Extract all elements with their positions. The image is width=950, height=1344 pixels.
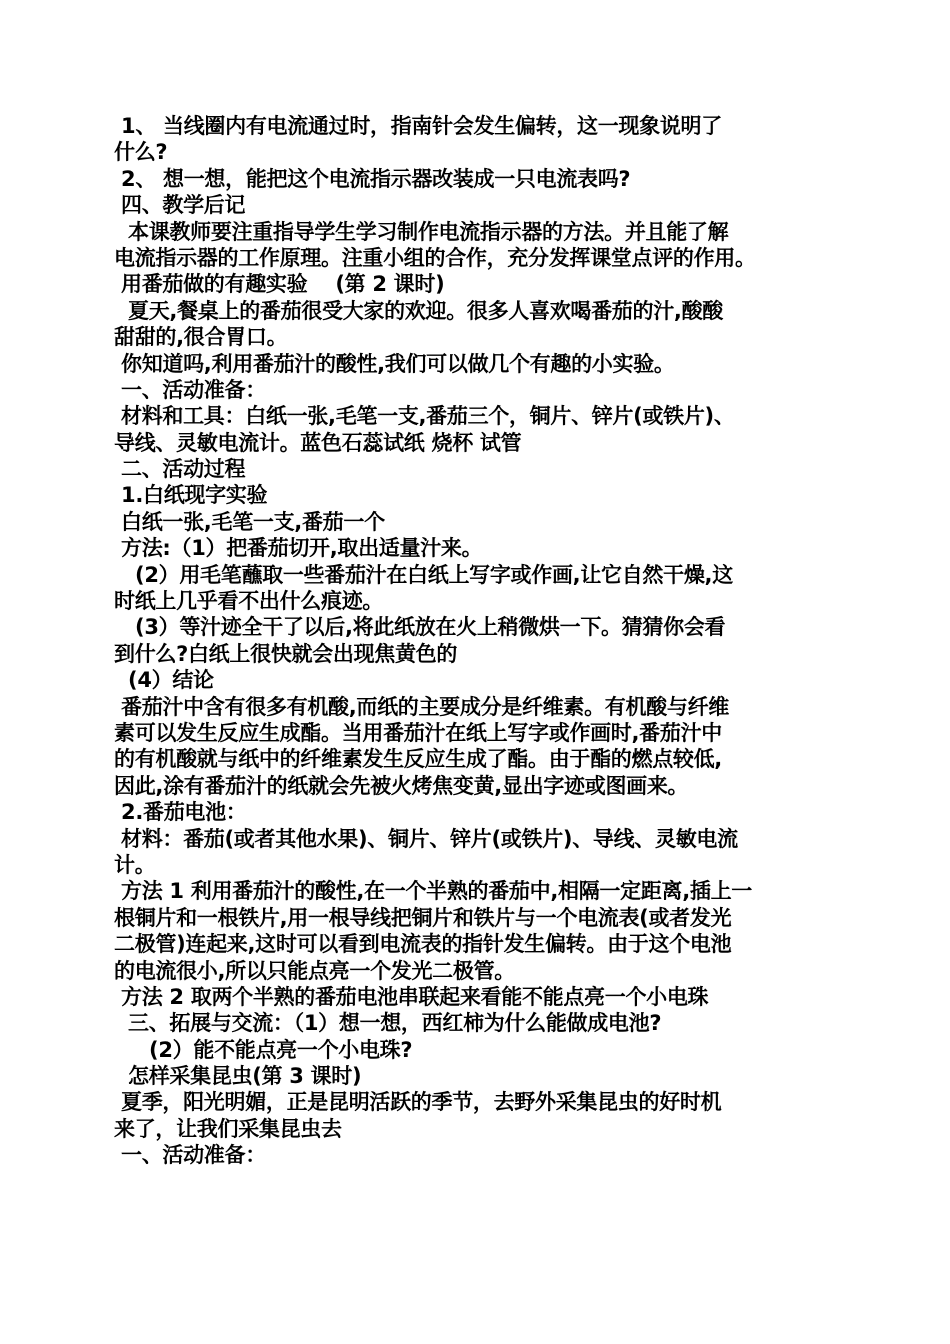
text-line: 夏天,餐桌上的番茄很受大家的欢迎。很多人喜欢喝番茄的汁,酸酸 (114, 298, 723, 323)
text-line: 本课教师要注重指导学生学习制作电流指示器的方法。并且能了解 (114, 219, 729, 244)
text-line: 到什么?白纸上很快就会出现焦黄色的 (114, 641, 458, 666)
lesson-title: 用番茄做的有趣实验 (第 2 课时) (114, 272, 445, 297)
text-line: (2）能不能点亮一个小电珠? (114, 1037, 413, 1062)
section-heading: 四、教学后记 (114, 193, 246, 218)
text-line: 来了，让我们采集昆虫去 (114, 1116, 342, 1141)
text-line: 的有机酸就与纸中的纤维素发生反应生成了酯。由于酯的燃点较低, (114, 747, 722, 772)
section-heading: 一、活动准备： (114, 1143, 266, 1168)
text-line: (2）用毛笔蘸取一些番茄汁在白纸上写字或作画,让它自然干燥,这 (114, 562, 733, 587)
subsection-heading: 2.番茄电池： (114, 800, 247, 825)
text-line: 番茄汁中含有很多有机酸,而纸的主要成分是纤维素。有机酸与纤维 (114, 694, 729, 719)
text-line: 的电流很小,所以只能点亮一个发光二极管。 (114, 958, 515, 983)
text-line: 方法 1 利用番茄汁的酸性,在一个半熟的番茄中,相隔一定距离,插上一 (114, 879, 752, 904)
text-line: 方法 2 取两个半熟的番茄电池串联起来看能不能点亮一个小电珠 (114, 984, 709, 1009)
text-line: 二极管)连起来,这时可以看到电流表的指针发生偏转。由于这个电池 (114, 932, 732, 957)
text-line: (3）等汁迹全干了以后,将此纸放在火上稍微烘一下。猜猜你会看 (114, 615, 726, 640)
text-line: 素可以发生反应生成酯。当用番茄汁在纸上写字或作画时,番茄汁中 (114, 720, 722, 745)
text-line: 材料和工具：白纸一张,毛笔一支,番茄三个，铜片、锌片(或铁片)、 (114, 404, 735, 429)
text-line: 导线、灵敏电流计。蓝色石蕊试纸 烧杯 试管 (114, 430, 522, 455)
text-line: 材料：番茄(或者其他水果)、铜片、锌片(或铁片)、导线、灵敏电流 (114, 826, 738, 851)
section-heading: 二、活动过程 (114, 457, 246, 482)
subsection-heading: 1.白纸现字实验 (114, 483, 268, 508)
text-line: (4）结论 (114, 668, 214, 693)
text-line: 2、 想一想，能把这个电流指示器改装成一只电流表吗? (114, 166, 631, 191)
document-body (114, 113, 844, 1169)
text-line: 白纸一张,毛笔一支,番茄一个 (114, 509, 385, 534)
text-line: 电流指示器的工作原理。注重小组的合作，充分发挥课堂点评的作用。 (114, 245, 756, 270)
section-heading: 三、拓展与交流：（1）想一想，西红柿为什么能做成电池? (114, 1011, 662, 1036)
text-line: 甜甜的,很合胃口。 (114, 325, 288, 350)
text-line: 什么? (114, 140, 168, 165)
lesson-title: 怎样采集昆虫(第 3 课时) (114, 1064, 362, 1089)
text-line: 因此,涂有番茄汁的纸就会先被火烤焦变黄,显出字迹或图画来。 (114, 773, 689, 798)
text-line: 1、 当线圈内有电流通过时，指南针会发生偏转，这一现象说明了 (114, 114, 722, 138)
text-line: 夏季，阳光明媚，正是昆明活跃的季节，去野外采集昆虫的好时机 (114, 1090, 722, 1115)
section-heading: 一、活动准备： (114, 377, 266, 402)
text-line: 根铜片和一根铁片,用一根导线把铜片和铁片与一个电流表(或者发光 (114, 905, 732, 930)
text-line: 计。 (114, 852, 156, 877)
text-line: 你知道吗,利用番茄汁的酸性,我们可以做几个有趣的小实验。 (114, 351, 675, 376)
text-line: 方法:（1）把番茄切开,取出适量汁来。 (114, 536, 483, 561)
text-line: 时纸上几乎看不出什么痕迹。 (114, 589, 384, 614)
